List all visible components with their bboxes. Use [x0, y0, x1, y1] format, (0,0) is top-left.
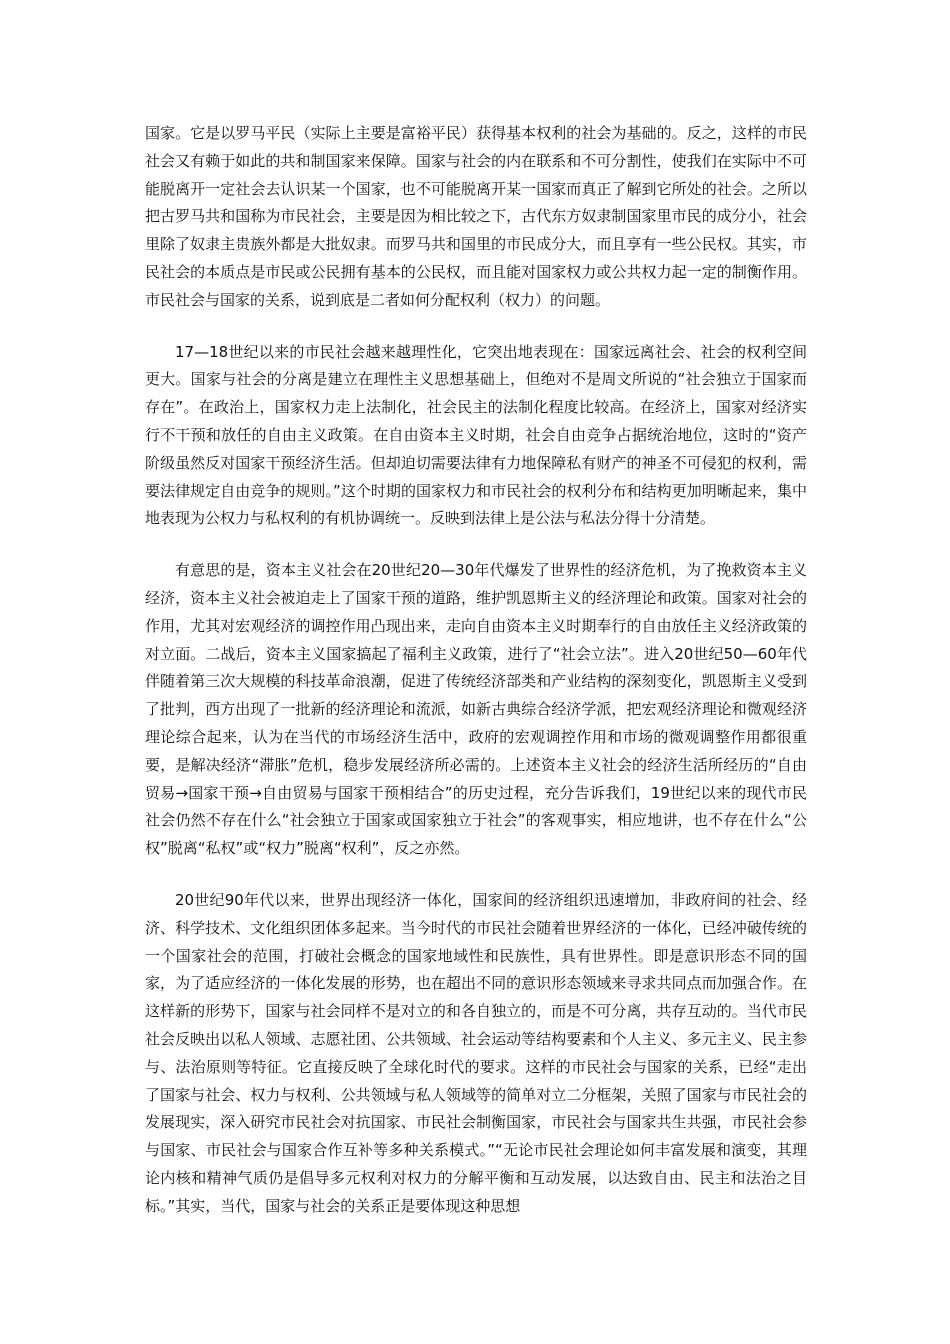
- document-page: [145, 120, 807, 1220]
- paragraph-4: 20世纪90年代以来，世界出现经济一体化，国家间的经济组织迅速增加，非政府间的社会、经济、科学技术、文化组织团体多起来。当今时代的市民社会随着世界经济的一体化，已经冲破传统的一个国家社会的范围，打破社会概念的国家地域性和民族性，具有世界性。即是意识形态不同的国家，为了适应经济的一体化发展的形势，也在超出不同的意识形态领域来寻求共同点而加强合作。在这样新的形势下，国家与社会同样不是对立的和各自独立的，而是不可分离，共存互动的。当代市民社会反映出以私人领域、志愿社团、公共领域、社会运动等结构要素和个人主义、多元主义、民主参与、法治原则等特征。它直接反映了全球化时代的要求。这样的市民社会与国家的关系，已经“走出了国家与社会、权力与权利、公共领域与私人领域等的简单对立二分框架，关照了国家与市民社会的发展现实，深入研究市民社会对抗国家、市民社会制衡国家，市民社会与国家共生共强，市民社会参与国家、市民社会与国家合作互补等多种关系模式。”“无论市民社会理论如何丰富发展和演变，其理论内核和精神气质仍是倡导多元权利对权力的分解平衡和互动发展，以达致自由、民主和法治之目标。”其实，当代，国家与社会的关系正是要体现这种思想: [145, 890, 807, 1215]
- paragraph-2: 17—18世纪以来的市民社会越来越理性化，它突出地表现在：国家远离社会、社会的权利空间更大。国家与社会的分离是建立在理性主义思想基础上，但绝对不是周文所说的“社会独立于国家而存在”。在政治上，国家权力走上法制化，社会民主的法制化程度比较高。在经济上，国家对经济实行不干预和放任的自由主义政策。在自由资本主义时期，社会自由竞争占据统治地位，这时的“资产阶级虽然反对国家干预经济生活。但却迫切需要法律有力地保障私有财产的神圣不可侵犯的权利，需要法律规定自由竞争的规则。”这个时期的国家权力和市民社会的权利分布和结构更加明晰起来，集中地表现为公权力与私权利的有机协调统一。反映到法律上是公法与私法分得十分清楚。: [145, 342, 807, 528]
- paragraph-3: 有意思的是，资本主义社会在20世纪20—30年代爆发了世界性的经济危机，为了挽救资本主义经济，资本主义社会被迫走上了国家干预的道路，维护凯恩斯主义的经济理论和政策。国家对社会的作用，尤其对宏观经济的调控作用凸现出来，走向自由资本主义时期奉行的自由放任主义经济政策的对立面。二战后，资本主义国家搞起了福利主义政策，进行了“社会立法”。进入20世纪50—60年代伴随着第三次大规模的科技革命浪潮，促进了传统经济部类和产业结构的深刻变化，凯恩斯主义受到了批判，西方出现了一批新的经济理论和流派，如新古典综合经济学派，把宏观经济理论和微观经济理论综合起来，认为在当代的市场经济生活中，政府的宏观调控作用和市场的微观调整作用都很重要，是解决经济“滞胀”危机，稳步发展经济所必需的。上述资本主义社会的经济生活所经历的“自由贸易→国家干预→自由贸易与国家干预相结合”的历史过程，充分告诉我们，19世纪以来的现代市民社会仍然不存在什么“社会独立于国家或国家独立于社会”的客观事实，相应地讲，也不存在什么“公权”脱离“私权”或“权力”脱离“权利”，反之亦然。: [145, 561, 807, 858]
- paragraph-1: 国家。它是以罗马平民（实际上主要是富裕平民）获得基本权利的社会为基础的。反之，这样的市民社会又有赖于如此的共和制国家来保障。国家与社会的内在联系和不可分割性，使我们在实际中不可能脱离开一定社会去认识某一个国家，也不可能脱离开某一国家而真正了解到它所处的社会。之所以把古罗马共和国称为市民社会，主要是因为相比较之下，古代东方奴隶制国家里市民的成分小，社会里除了奴隶主贵族外都是大批奴隶。而罗马共和国里的市民成分大，而且享有一些公民权。其实，市民社会的本质点是市民或公民拥有基本的公民权，而且能对国家权力或公共权力起一定的制衡作用。市民社会与国家的关系，说到底是二者如何分配权利（权力）的问题。: [145, 124, 807, 309]
